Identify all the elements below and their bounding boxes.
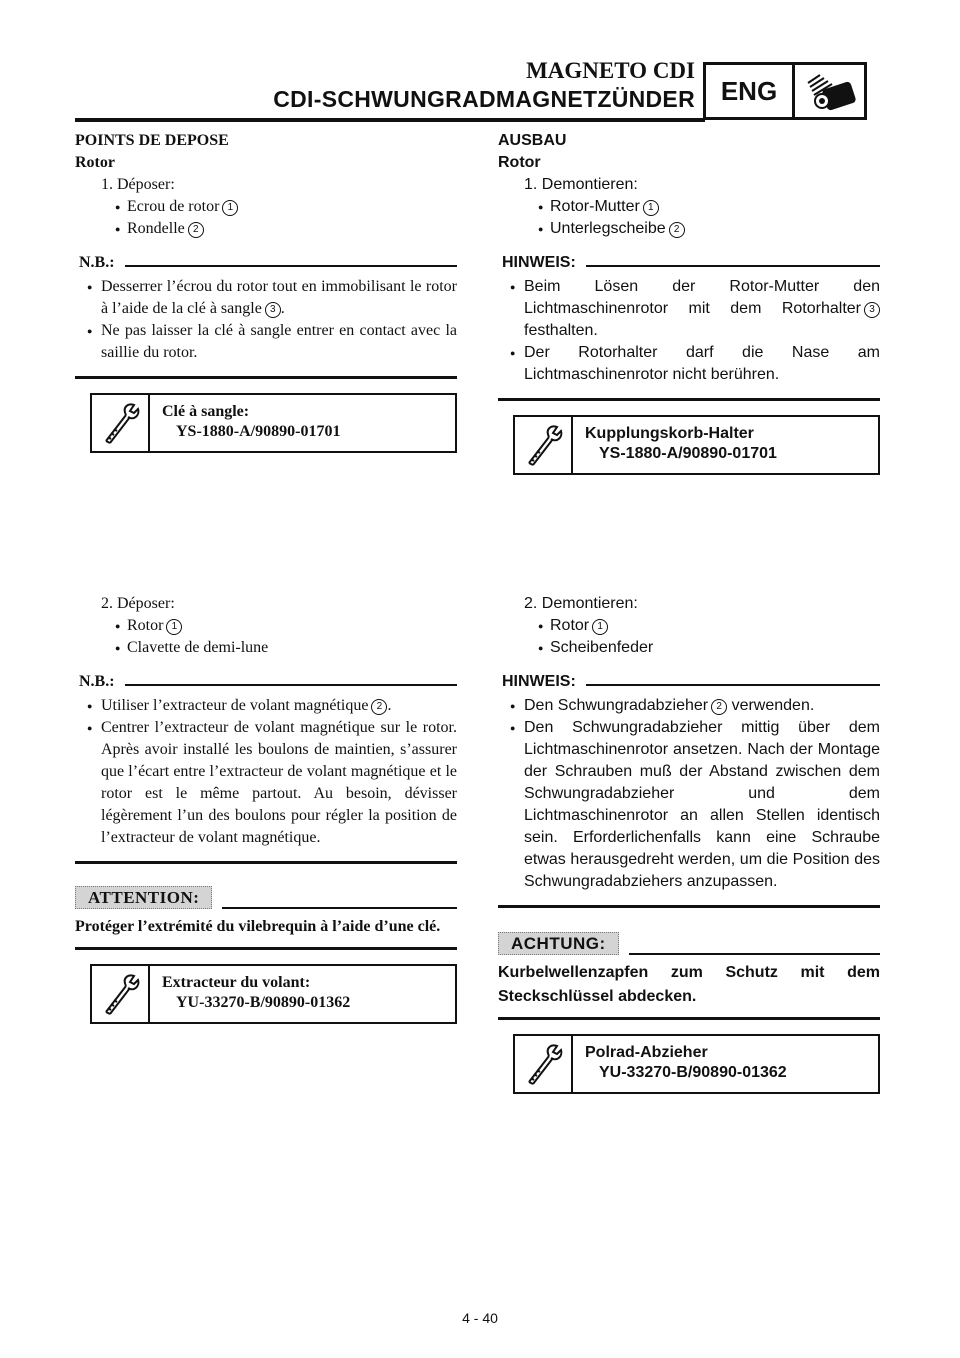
note-end-rule — [498, 398, 880, 401]
attention-text: Kurbelwellenzapfen zum Schutz mit dem Steckschlüssel abdecken. — [498, 964, 880, 1005]
callout-number: 1 — [222, 200, 238, 216]
note-item: ● Den Schwungradabzieher 2 verwenden. — [498, 695, 880, 717]
attention-header — [75, 886, 457, 909]
callout-number: 3 — [864, 302, 880, 318]
note-header — [75, 254, 457, 272]
step-1: 1. Demontieren: — [524, 176, 638, 193]
list-item: ● Rotor-Mutter 1 — [498, 196, 880, 218]
wrench-tool-icon — [92, 966, 150, 1022]
special-tool-box — [90, 393, 457, 453]
attention-end-rule — [498, 1017, 880, 1020]
attention-header — [498, 932, 880, 955]
note-label: HINWEIS: — [502, 673, 576, 690]
step-2: 2. Déposer: — [101, 595, 175, 612]
section-badge — [703, 62, 867, 120]
special-tool-box — [513, 1034, 880, 1094]
wrench-tool-icon — [92, 395, 150, 451]
callout-number: 1 — [166, 619, 182, 635]
note-item: ● Ne pas laisser la clé à sangle entrer en contact avec la saillie du rotor. — [75, 320, 457, 364]
tool-text — [573, 1036, 787, 1092]
list-item: ● Ecrou de rotor 1 — [75, 196, 457, 218]
attention-label: ACHTUNG: — [498, 932, 619, 955]
tool-number: YS-1880-A/90890-01701 — [599, 445, 777, 462]
callout-number: 2 — [371, 699, 387, 715]
heading: AUSBAU — [498, 132, 567, 149]
note-item: ● Der Rotorhalter darf die Nase am Lichtmaschinenrotor nicht berühren. — [498, 342, 880, 386]
callout-number: 1 — [592, 619, 608, 635]
note-header — [498, 254, 880, 272]
note-header — [498, 673, 880, 691]
note-item: ● Desserrer l’écrou du rotor tout en immobilisant le rotor à l’aide de la clé à sangle 3 . — [75, 276, 457, 320]
list-item: ● Unterlegscheibe 2 — [498, 218, 880, 240]
page-number: 4 - 40 — [462, 1310, 498, 1326]
tool-number: YU-33270-B/90890-01362 — [599, 1064, 787, 1081]
subheading: Rotor — [75, 154, 115, 171]
tool-text — [150, 395, 340, 451]
note-end-rule — [75, 861, 457, 864]
note-label: N.B.: — [79, 254, 115, 271]
note-item: ● Centrer l’extracteur de volant magnétique sur le rotor. Après avoir installé les boulons de maintien, s’assurer que l’écart entre l’extracteur de volant magnétique et le rotor est le même partout. Au besoin, dévisser légèrement l’un des boulons pour régler la position de l’extracteur de volant magnétique. — [75, 717, 457, 849]
callout-number: 1 — [643, 200, 659, 216]
tool-text — [573, 417, 777, 473]
wrench-tool-icon — [515, 1036, 573, 1092]
note-end-rule — [75, 376, 457, 379]
tool-text — [150, 966, 350, 1022]
tool-name: Kupplungskorb-Halter — [585, 425, 754, 442]
header-rule — [75, 118, 705, 122]
section-title-fr: MAGNETO CDI — [526, 58, 695, 83]
callout-number: 2 — [711, 699, 727, 715]
column-french — [75, 130, 457, 1024]
list-item: ● Clavette de demi-lune — [75, 637, 457, 659]
step-2: 2. Demontieren: — [524, 595, 638, 612]
heading: POINTS DE DEPOSE — [75, 132, 229, 149]
list-item: ● Rondelle 2 — [75, 218, 457, 240]
note-label: N.B.: — [79, 673, 115, 690]
section-badge-label: ENG — [706, 65, 795, 117]
step-1: 1. Déposer: — [101, 176, 175, 193]
tool-name: Polrad-Abzieher — [585, 1044, 708, 1061]
attention-end-rule — [75, 947, 457, 950]
callout-number: 3 — [265, 302, 281, 318]
attention-label: ATTENTION: — [75, 886, 212, 909]
tool-number: YS-1880-A/90890-01701 — [176, 423, 341, 440]
attention-text: Protéger l’extrémité du vilebrequin à l’aide d’une clé. — [75, 918, 441, 935]
note-label: HINWEIS: — [502, 254, 576, 271]
tool-number: YU-33270-B/90890-01362 — [176, 994, 351, 1011]
subheading: Rotor — [498, 154, 541, 171]
tool-name: Extracteur du volant: — [162, 974, 311, 991]
tool-name: Clé à sangle: — [162, 403, 250, 420]
special-tool-box — [90, 964, 457, 1024]
special-tool-box — [513, 415, 880, 475]
wrench-tool-icon — [515, 417, 573, 473]
column-german — [498, 130, 880, 1094]
list-item: ● Rotor 1 — [75, 615, 457, 637]
note-end-rule — [498, 905, 880, 908]
note-item: ● Utiliser l’extracteur de volant magnétique 2 . — [75, 695, 457, 717]
callout-number: 2 — [669, 222, 685, 238]
engine-piston-icon — [795, 65, 864, 117]
note-item: ● Beim Lösen der Rotor-Mutter den Lichtmaschinenrotor mit dem Rotorhalter 3 festhalten. — [498, 276, 880, 342]
list-item: ● Rotor 1 — [498, 615, 880, 637]
note-item: ● Den Schwungradabzieher mittig über dem Lichtmaschinenrotor ansetzen. Nach der Montage der Schrauben muß der Abstand zwischen dem Schwungradabzieher und dem Lichtmaschinenrotor an allen Stellen identisch sein. Erforderlichenfalls kann eine Schraube etwas herausgedreht werden, um die Position des Schwungradabziehers anzupassen. — [498, 717, 880, 893]
callout-number: 2 — [188, 222, 204, 238]
section-title-de: CDI-SCHWUNGRADMAGNETZÜNDER — [273, 86, 695, 112]
note-header — [75, 673, 457, 691]
list-item: ● Scheibenfeder — [498, 637, 880, 659]
